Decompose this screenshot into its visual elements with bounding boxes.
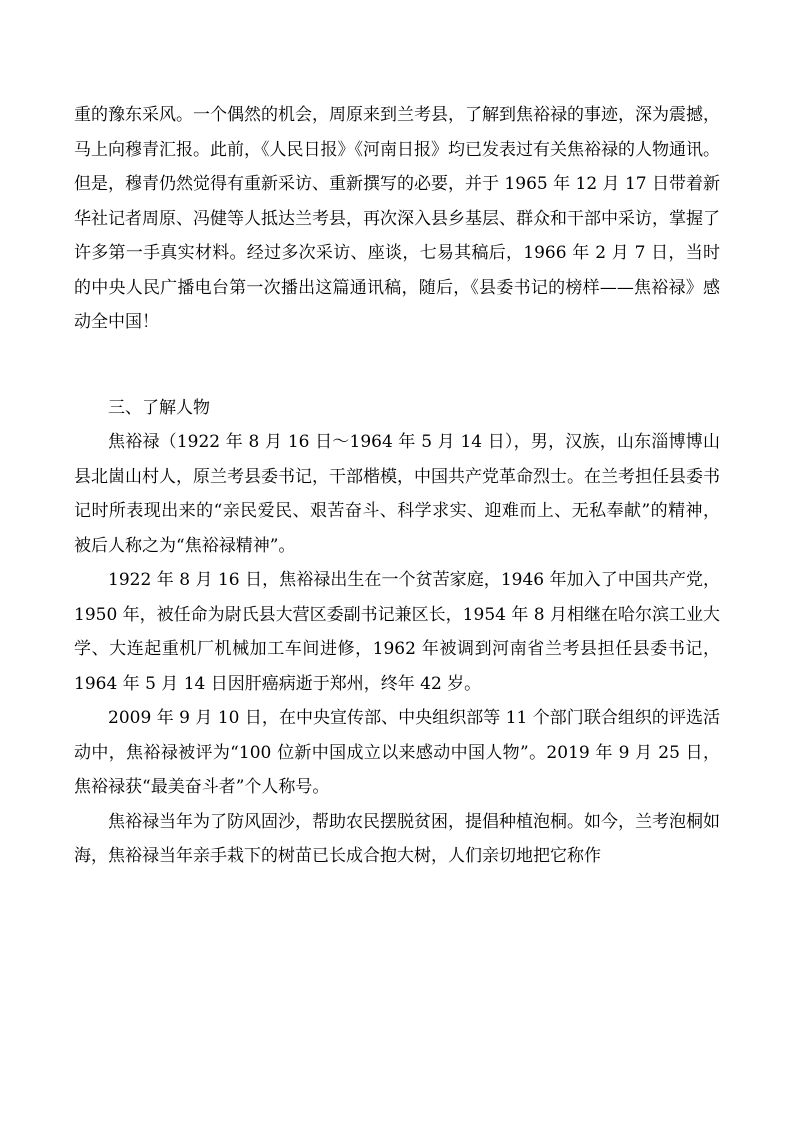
section-spacer <box>74 340 720 391</box>
paragraph-paulownia: 焦裕禄当年为了防风固沙，帮助农民摆脱贫困，提倡种植泡桐。如今，兰考泡桐如海，焦裕禄当年亲手栽下的树苗已长成合抱大树，人们亲切地把它称作 <box>74 811 720 866</box>
paragraph-continued: 重的豫东采风。一个偶然的机会，周原来到兰考县，了解到焦裕禄的事迹，深为震撼，马上向穆青汇报。此前，《人民日报》《河南日报》均已发表过有关焦裕禄的人物通讯。但是，穆青仍然觉得有重新采访、重新撰写的必要，并于 1965 年 12 月 17 日带着新华社记者周原、冯健等人抵达兰考县，再次深入县乡基层、群众和干部中采访，掌握了许多第一手真实材料。经过多次采访、座谈，七易其稿后，1966 年 2 月 7 日，当时的中央人民广播电台第一次播出这篇通讯稿，随后，《县委书记的榜样——焦裕禄》感动全中国！ <box>74 105 720 332</box>
section-heading: 三、了解人物 <box>108 397 210 418</box>
paragraph-career: 1922 年 8 月 16 日，焦裕禄出生在一个贫苦家庭，1946 年加入了中国共产党，1950 年，被任命为尉氏县大营区委副书记兼区长，1954 年 8 月相继在哈尔滨工业大学、大连起重机厂机械加工车间进修，1962 年被调到河南省兰考县担任县委书记，1964 年 5 月 14 日因肝癌病逝于郑州，终年 42 岁。 <box>74 570 720 694</box>
document-body <box>74 98 720 874</box>
paragraph-bio: 焦裕禄（1922 年 8 月 16 日～1964 年 5 月 14 日），男，汉族，山东淄博博山县北崮山村人，原兰考县委书记，干部楷模，中国共产党革命烈士。在兰考担任县委书记时所表现出来的“亲民爱民、艰苦奋斗、科学求实、迎难而上、无私奉献”的精神，被后人称之为“焦裕禄精神”。 <box>74 432 720 556</box>
paragraph-honors: 2009 年 9 月 10 日，在中央宣传部、中央组织部等 11 个部门联合组织的评选活动中，焦裕禄被评为“100 位新中国成立以来感动中国人物”。2019 年 9 月 25 日，焦裕禄获“最美奋斗者”个人称号。 <box>74 708 720 797</box>
